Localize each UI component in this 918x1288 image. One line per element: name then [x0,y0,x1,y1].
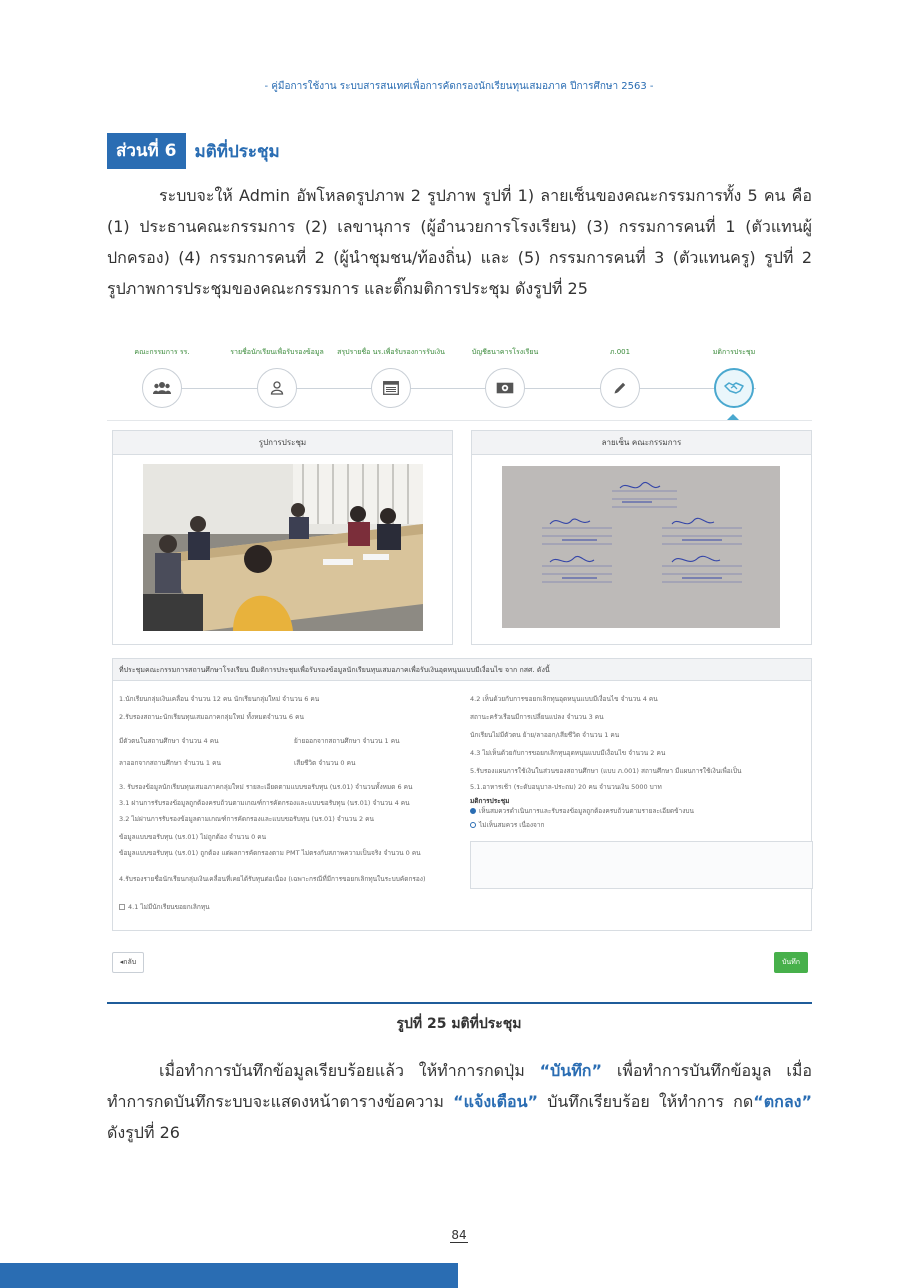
resolution-line: 5.รับรองแผนการใช้เงินในส่วนของสถานศึกษา (แบบ ภ.001) สถานศึกษา มีแผนการใช้เงินเพื่อเป็น [470,767,742,775]
resolution-line: 1.นักเรียนกลุ่มเงินเคลื่อน จำนวน 12 คน นักเรียนกลุ่มใหม่ จำนวน 6 คน [119,695,320,703]
highlight-alert: “แจ้งเตือน” [453,1092,539,1111]
checkbox-label: 4.1 ไม่มีนักเรียนขอยกเลิกทุน [128,903,210,911]
signature-panel [471,430,812,645]
resolution-panel [112,658,812,931]
radio-icon[interactable] [470,822,476,828]
running-header: - คู่มือการใช้งาน ระบบสารสนเทศเพื่อการคัดกรองนักเรียนทุนเสมอภาค ปีการศึกษา 2563 - [264,81,654,92]
resolution-line: 3.1 ผ่านการรับรองข้อมูลถูกต้องครบถ้วนตามเกณฑ์การคัดกรองและแบบขอรับทุน (นร.01) จำนวน 4 คน [119,799,410,807]
steps-separator [107,420,812,421]
reject-option[interactable] [470,821,544,829]
highlight-ok: “ตกลง” [753,1092,812,1111]
resolution-line: 3.2 ไม่ผ่านการรับรองข้อมูลตามเกณฑ์การคัดกรองและแบบขอรับทุน (นร.01) จำนวน 2 คน [119,815,374,823]
step-p001[interactable] [555,340,685,408]
radio-selected-icon[interactable] [470,808,476,814]
list-icon [371,368,411,408]
closing-paragraph [107,1055,812,1148]
resolution-line: 5.1.อาหารเช้า (ระดับอนุบาล-ประถม) 20 คน จำนวนเงิน 5000 บาท [470,783,662,791]
resolution-line: 2.รับรองสถานะนักเรียนทุนเสมอภาคกลุ่มใหม่ ทั้งหมดจำนวน 6 คน [119,713,304,721]
pencil-icon [600,368,640,408]
resolution-heading: ที่ประชุมคณะกรรมการสถานศึกษาโรงเรียน มีมติการประชุมเพื่อรับรองข้อมูลนักเรียนทุนเสมอภาคเพื่อรับเงินอุดหนุนแบบมีเงื่อนไข จาก กสศ. ดังนี้ [113,659,811,681]
section-heading [107,133,280,169]
step-label: บัญชีธนาคารโรงเรียน [471,348,539,356]
resolution-label: มติการประชุม [470,797,510,805]
resolution-right-column [470,689,810,929]
resolution-line: ข้อมูลแบบขอรับทุน (นร.01) ถูกต้อง แต่ผลการคัดกรองตาม PMT ไม่ตรงกับสภาพความเป็นจริง จำนวน 0 คน [119,849,421,857]
step-resolution[interactable] [669,340,799,408]
meeting-photo[interactable] [143,464,423,631]
step-students[interactable] [212,340,342,408]
cancel-none-option[interactable] [119,903,210,911]
resolution-left-column [119,689,459,924]
step-committee[interactable] [97,340,227,408]
meeting-photo-panel [112,430,453,645]
step-label: คณะกรรมการ รร. [134,348,190,356]
figure-caption: รูปที่ 25 มติที่ประชุม [396,1016,522,1032]
radio-label: ไม่เห็นสมควร เนื่องจาก [479,821,545,829]
section-badge: ส่วนที่ 6 [107,133,186,169]
step-label: ภ.001 [609,348,631,356]
save-button[interactable]: บันทึก [774,952,808,973]
closing-text-2: เพื่อทำการบันทึกข้อมูล เมื่อทำการกดบันทึกระบบจะแสดงหน้าตารางข้อความ [107,1061,812,1111]
signature-image[interactable] [502,466,780,628]
resolution-line: 4.2 เห็นด้วยกับการขอยกเลิกทุนอุดหนุนแบบมีเงื่อนไข จำนวน 4 คน [470,695,658,703]
page-number [0,1228,918,1242]
closing-text-3: บันทึกเรียบร้อย ให้ทำการ กด [538,1092,754,1111]
panel-title: ลายเซ็น คณะกรรมการ [472,431,811,455]
step-label: สรุปรายชื่อ นร.เพื่อรับรองการรับเงิน [337,348,445,356]
handshake-icon [714,368,754,408]
approve-option[interactable] [470,807,694,815]
back-button[interactable]: ◂กลับ [112,952,144,973]
intro-text: ระบบจะให้ Admin อัพโหลดรูปภาพ 2 รูปภาพ รูปที่ 1) ลายเซ็นของคณะกรรมการทั้ง 5 คน คือ (1) ประธานคณะกรรมการ (2) เลขานุการ (ผู้อำนวยการโรงเรียน) (3) กรรมการคนที่ 1 (ตัวแทนผู้ปกครอง) (4) กรรมการคนที่ 2 (ผู้นำชุมชน/ท้องถิ่น) และ (5) กรรมการคนที่ 3 (ตัวแทนครู) รูปที่ 2 รูปภาพการประชุมของคณะกรรมการ และติ๊กมติการประชุม ดังรูปที่ 25 [107,186,812,298]
step-label: มติการประชุม [712,348,756,356]
reason-textarea[interactable] [470,841,813,889]
closing-text-1: เมื่อทำการบันทึกข้อมูลเรียบร้อยแล้ว ให้ทำการกดปุ่ม [159,1061,540,1080]
resolution-line: 4.3 ไม่เห็นด้วยกับการขอยกเลิกทุนอุดหนุนแบบมีเงื่อนไข จำนวน 2 คน [470,749,666,757]
page-number-text: 84 [451,1228,467,1242]
resolution-line: 4.รับรองรายชื่อนักเรียนกลุ่มเงินเคลื่อนที่เคยได้รับทุนต่อเนื่อง (เฉพาะกรณีที่มีการขอยกเลิกทุนในระบบคัดกรอง) [119,875,426,883]
screenshot-separator [107,1002,812,1004]
checkbox-icon[interactable] [119,904,125,910]
resolution-line: 3. รับรองข้อมูลนักเรียนทุนเสมอภาคกลุ่มใหม่ รายละเอียดตามแบบขอรับทุน (นร.01) จำนวนทั้งหมด 6 คน [119,783,413,791]
intro-paragraph [107,180,812,304]
resolution-line: ลาออกจากสถานศึกษา จำนวน 1 คน [119,759,221,767]
resolution-line: สถานะครัวเรือนมีการเปลี่ยนแปลง จำนวน 3 คน [470,713,604,721]
step-label: รายชื่อนักเรียนเพื่อรับรองข้อมูล [230,348,324,356]
step-bank[interactable] [440,340,570,408]
panel-title: รูปการประชุม [113,431,452,455]
embedded-screenshot [107,340,812,1005]
money-icon [485,368,525,408]
resolution-line: ย้ายออกจากสถานศึกษา จำนวน 1 คน [294,737,400,745]
footer-bar [0,1263,458,1288]
resolution-line: มีตัวตนในสถานศึกษา จำนวน 4 คน [119,737,219,745]
user-icon [257,368,297,408]
resolution-line: นักเรียนไม่มีตัวตน ย้าย/ลาออก/เสียชีวิต จำนวน 1 คน [470,731,620,739]
closing-text-4: ดังรูปที่ 26 [107,1123,180,1142]
users-icon [142,368,182,408]
radio-label: เห็นสมควรดำเนินการและรับรองข้อมูลถูกต้องครบถ้วนตามรายละเอียดข้างบน [479,807,694,815]
step-summary[interactable] [326,340,456,408]
resolution-line: เสียชีวิต จำนวน 0 คน [294,759,356,767]
section-title: มติที่ประชุม [194,141,280,162]
highlight-save: “บันทึก” [539,1061,602,1080]
wizard-steps [107,340,812,420]
resolution-line: ข้อมูลแบบขอรับทุน (นร.01) ไม่ถูกต้อง จำนวน 0 คน [119,833,267,841]
